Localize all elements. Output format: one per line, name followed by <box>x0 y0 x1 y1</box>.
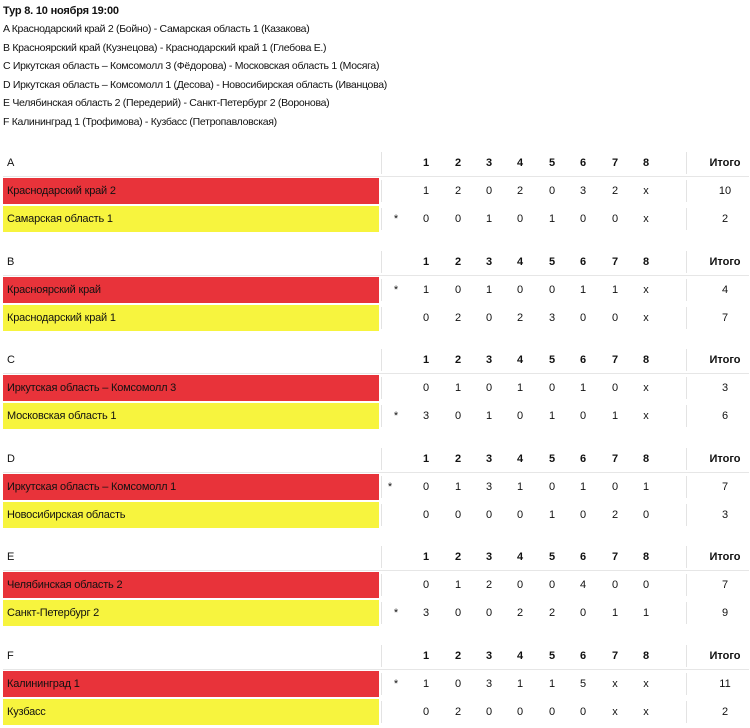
star-marker: * <box>393 678 399 690</box>
column-header: 7 <box>611 157 619 169</box>
total-cell: 2 <box>721 706 729 718</box>
score-cell: 0 <box>516 509 524 521</box>
score-cell: 2 <box>548 607 556 619</box>
score-cell: 0 <box>516 706 524 718</box>
score-cell: 0 <box>485 509 493 521</box>
score-cell: x <box>612 706 618 718</box>
score-cell: 1 <box>422 284 430 296</box>
column-divider <box>381 152 382 174</box>
column-header: 1 <box>422 650 430 662</box>
star-marker <box>389 375 403 401</box>
team-name: Челябинская область 2 <box>3 572 379 598</box>
pairing-line: C Иркутская область – Комсомолл 3 (Фёдорова) - Московская область 1 (Мосяга) <box>3 60 380 72</box>
score-cell: 2 <box>611 509 619 521</box>
score-cell: 0 <box>516 410 524 422</box>
score-cell: x <box>643 410 649 422</box>
column-divider <box>686 645 687 667</box>
match-label: A <box>7 157 15 169</box>
column-divider <box>381 448 382 470</box>
column-header: 6 <box>579 256 587 268</box>
column-divider <box>381 602 382 624</box>
column-header: 6 <box>579 453 587 465</box>
score-cell: 5 <box>579 678 587 690</box>
score-cell: x <box>643 284 649 296</box>
match-label: E <box>7 551 15 563</box>
column-header: 7 <box>611 650 619 662</box>
column-header: 2 <box>454 650 462 662</box>
score-cell: 0 <box>642 579 650 591</box>
score-cell: x <box>643 382 649 394</box>
star-marker: * <box>393 213 399 225</box>
score-cell: 3 <box>579 185 587 197</box>
column-divider <box>686 208 687 230</box>
match-table-f <box>3 643 749 727</box>
score-cell: 0 <box>579 509 587 521</box>
team-row <box>3 403 749 429</box>
match-label: C <box>7 354 15 366</box>
schedule-header <box>3 4 387 133</box>
column-header: 2 <box>454 453 462 465</box>
team-name: Краснодарский край 1 <box>3 305 379 331</box>
total-cell: 7 <box>721 481 729 493</box>
score-cell: 1 <box>548 213 556 225</box>
team-name: Иркутская область – Комсомолл 3 <box>3 375 379 401</box>
score-cell: 0 <box>422 213 430 225</box>
score-cell: 1 <box>579 481 587 493</box>
column-header: 1 <box>422 256 430 268</box>
team-name: Калининград 1 <box>3 671 379 697</box>
table-header-row <box>3 544 749 571</box>
score-cell: 1 <box>485 284 493 296</box>
match-label: D <box>7 453 15 465</box>
score-cell: 0 <box>579 607 587 619</box>
score-cell: 0 <box>579 213 587 225</box>
column-header: 3 <box>485 453 493 465</box>
team-name: Красноярский край <box>3 277 379 303</box>
team-name: Иркутская область – Комсомолл 1 <box>3 474 379 500</box>
score-cell: 0 <box>548 481 556 493</box>
column-header: 5 <box>548 256 556 268</box>
column-divider <box>686 251 687 273</box>
pairing-line: A Краснодарский край 2 (Бойно) - Самарская область 1 (Казакова) <box>3 23 310 35</box>
team-row <box>3 502 749 528</box>
score-cell: x <box>643 213 649 225</box>
column-header: 7 <box>611 256 619 268</box>
column-divider <box>381 701 382 723</box>
column-header: 4 <box>516 354 524 366</box>
total-cell: 4 <box>721 284 729 296</box>
column-header: 4 <box>516 453 524 465</box>
table-header-row <box>3 347 749 374</box>
match-table-b <box>3 249 749 333</box>
pairing-line: F Калининград 1 (Трофимова) - Кузбасс (Петропавловская) <box>3 115 277 128</box>
column-divider <box>686 349 687 371</box>
column-divider <box>686 307 687 329</box>
score-cell: 2 <box>454 312 462 324</box>
column-header: 8 <box>642 256 650 268</box>
score-cell: 1 <box>454 481 462 493</box>
score-cell: 4 <box>579 579 587 591</box>
column-header: 3 <box>485 354 493 366</box>
team-name: Краснодарский край 2 <box>3 178 379 204</box>
score-cell: 0 <box>454 410 462 422</box>
score-cell: 1 <box>611 607 619 619</box>
team-row <box>3 277 749 303</box>
score-cell: 0 <box>485 382 493 394</box>
score-cell: 2 <box>485 579 493 591</box>
column-divider <box>381 546 382 568</box>
column-header: 6 <box>579 157 587 169</box>
total-cell: 3 <box>721 382 729 394</box>
score-cell: 1 <box>485 410 493 422</box>
team-name: Санкт-Петербург 2 <box>3 600 379 626</box>
total-header: Итого <box>709 157 741 169</box>
match-label: B <box>7 256 15 268</box>
score-cell: 1 <box>611 284 619 296</box>
score-cell: 2 <box>454 706 462 718</box>
score-cell: 1 <box>548 410 556 422</box>
column-header: 2 <box>454 551 462 563</box>
score-cell: 0 <box>485 706 493 718</box>
score-cell: 0 <box>611 481 619 493</box>
score-cell: 3 <box>422 410 430 422</box>
match-table-d <box>3 446 749 530</box>
score-cell: 0 <box>548 284 556 296</box>
column-divider <box>381 377 382 399</box>
score-cell: 0 <box>454 213 462 225</box>
total-cell: 7 <box>721 312 729 324</box>
column-header: 1 <box>422 551 430 563</box>
score-cell: 0 <box>548 706 556 718</box>
score-cell: 1 <box>516 481 524 493</box>
score-cell: 0 <box>548 382 556 394</box>
column-divider <box>686 279 687 301</box>
column-divider <box>381 673 382 695</box>
score-cell: 0 <box>422 706 430 718</box>
table-header-row <box>3 446 749 473</box>
score-cell: 0 <box>422 481 430 493</box>
column-header: 8 <box>642 354 650 366</box>
score-cell: 1 <box>454 579 462 591</box>
column-header: 7 <box>611 354 619 366</box>
score-cell: 0 <box>454 509 462 521</box>
team-row <box>3 474 749 500</box>
table-header-row <box>3 150 749 177</box>
score-cell: 3 <box>548 312 556 324</box>
score-cell: 0 <box>454 678 462 690</box>
score-cell: 3 <box>422 607 430 619</box>
column-divider <box>686 574 687 596</box>
column-divider <box>381 307 382 329</box>
score-cell: 0 <box>516 579 524 591</box>
score-cell: 0 <box>611 312 619 324</box>
score-cell: 2 <box>611 185 619 197</box>
column-divider <box>686 504 687 526</box>
column-header: 3 <box>485 256 493 268</box>
score-cell: 0 <box>422 382 430 394</box>
star-marker <box>389 699 403 725</box>
match-table-c <box>3 347 749 431</box>
column-header: 8 <box>642 453 650 465</box>
score-cell: 0 <box>422 312 430 324</box>
column-divider <box>381 504 382 526</box>
score-cell: 0 <box>485 312 493 324</box>
column-divider <box>381 251 382 273</box>
column-header: 5 <box>548 650 556 662</box>
column-divider <box>686 602 687 624</box>
team-name: Самарская область 1 <box>3 206 379 232</box>
score-cell: 1 <box>422 678 430 690</box>
column-header: 7 <box>611 453 619 465</box>
column-divider <box>686 377 687 399</box>
column-header: 5 <box>548 157 556 169</box>
star-marker: * <box>393 284 399 296</box>
score-cell: 2 <box>516 607 524 619</box>
column-divider <box>381 476 382 498</box>
team-row <box>3 572 749 598</box>
score-cell: 0 <box>642 509 650 521</box>
column-divider <box>381 279 382 301</box>
total-cell: 7 <box>721 579 729 591</box>
column-header: 6 <box>579 551 587 563</box>
score-cell: 2 <box>454 185 462 197</box>
score-cell: x <box>612 678 618 690</box>
column-divider <box>381 180 382 202</box>
score-cell: 0 <box>579 312 587 324</box>
column-header: 4 <box>516 256 524 268</box>
pairing-line: E Челябинская область 2 (Передерий) - Санкт-Петербург 2 (Воронова) <box>3 97 330 109</box>
total-header: Итого <box>709 453 741 465</box>
match-label: F <box>7 650 14 662</box>
column-header: 3 <box>485 157 493 169</box>
total-header: Итого <box>709 256 741 268</box>
score-cell: 1 <box>611 410 619 422</box>
score-cell: 0 <box>454 607 462 619</box>
column-divider <box>686 546 687 568</box>
column-divider <box>686 476 687 498</box>
table-header-row <box>3 249 749 276</box>
column-divider <box>686 448 687 470</box>
match-table-a <box>3 150 749 234</box>
column-divider <box>686 180 687 202</box>
star-marker: * <box>387 481 393 493</box>
column-header: 1 <box>422 354 430 366</box>
score-cell: 0 <box>485 607 493 619</box>
team-row <box>3 600 749 626</box>
team-name: Московская область 1 <box>3 403 379 429</box>
score-cell: 0 <box>611 579 619 591</box>
score-cell: 1 <box>642 607 650 619</box>
total-cell: 9 <box>721 607 729 619</box>
score-cell: 0 <box>454 284 462 296</box>
score-cell: 0 <box>422 579 430 591</box>
star-marker <box>383 502 397 528</box>
score-cell: 1 <box>579 284 587 296</box>
score-cell: 0 <box>485 185 493 197</box>
star-marker <box>389 572 403 598</box>
column-divider <box>381 349 382 371</box>
column-divider <box>686 673 687 695</box>
column-divider <box>381 645 382 667</box>
column-header: 1 <box>422 453 430 465</box>
table-header-row <box>3 643 749 670</box>
total-cell: 6 <box>721 410 729 422</box>
column-header: 3 <box>485 551 493 563</box>
score-cell: 1 <box>516 678 524 690</box>
column-divider <box>381 208 382 230</box>
score-cell: 1 <box>516 382 524 394</box>
score-cell: x <box>643 706 649 718</box>
team-row <box>3 305 749 331</box>
total-cell: 3 <box>721 509 729 521</box>
column-header: 4 <box>516 157 524 169</box>
total-header: Итого <box>709 650 741 662</box>
column-header: 6 <box>579 354 587 366</box>
column-header: 2 <box>454 354 462 366</box>
column-divider <box>686 405 687 427</box>
column-divider <box>686 701 687 723</box>
score-cell: 1 <box>548 509 556 521</box>
round-title: Тур 8. 10 ноября 19:00 <box>3 5 119 17</box>
column-header: 5 <box>548 551 556 563</box>
star-marker: * <box>393 607 399 619</box>
pairing-line: B Красноярский край (Кузнецова) - Краснодарский край 1 (Глебова Е.) <box>3 41 327 54</box>
score-cell: 0 <box>422 509 430 521</box>
score-cell: 3 <box>485 481 493 493</box>
column-header: 2 <box>454 157 462 169</box>
team-row <box>3 206 749 232</box>
column-header: 3 <box>485 650 493 662</box>
column-header: 8 <box>642 650 650 662</box>
score-cell: 0 <box>579 706 587 718</box>
team-name: Новосибирская область <box>3 502 379 528</box>
column-header: 5 <box>548 354 556 366</box>
total-header: Итого <box>709 551 741 563</box>
score-cell: 1 <box>579 382 587 394</box>
column-header: 4 <box>516 551 524 563</box>
team-row <box>3 699 749 725</box>
column-header: 2 <box>454 256 462 268</box>
score-cell: 2 <box>516 312 524 324</box>
total-cell: 10 <box>718 185 732 197</box>
total-cell: 2 <box>721 213 729 225</box>
column-divider <box>381 574 382 596</box>
score-cell: 0 <box>516 213 524 225</box>
score-cell: x <box>643 185 649 197</box>
column-header: 4 <box>516 650 524 662</box>
star-marker <box>389 305 403 331</box>
score-cell: x <box>643 312 649 324</box>
star-marker: * <box>393 410 399 422</box>
score-cell: 0 <box>611 382 619 394</box>
column-header: 1 <box>422 157 430 169</box>
score-cell: 0 <box>516 284 524 296</box>
total-header: Итого <box>709 354 741 366</box>
score-cell: x <box>643 678 649 690</box>
score-cell: 0 <box>548 185 556 197</box>
team-name: Кузбасс <box>3 699 379 725</box>
column-header: 6 <box>579 650 587 662</box>
score-cell: 2 <box>516 185 524 197</box>
score-cell: 1 <box>485 213 493 225</box>
match-table-e <box>3 544 749 628</box>
score-cell: 1 <box>422 185 430 197</box>
column-header: 8 <box>642 157 650 169</box>
score-cell: 0 <box>548 579 556 591</box>
star-marker <box>389 178 403 204</box>
score-cell: 0 <box>579 410 587 422</box>
total-cell: 11 <box>719 678 731 690</box>
score-cell: 1 <box>642 481 650 493</box>
pairing-line: D Иркутская область – Комсомолл 1 (Десова) - Новосибирская область (Иванцова) <box>3 78 387 91</box>
score-cell: 1 <box>454 382 462 394</box>
column-header: 7 <box>611 551 619 563</box>
column-divider <box>686 152 687 174</box>
score-cell: 1 <box>548 678 556 690</box>
team-row <box>3 671 749 697</box>
team-row <box>3 375 749 401</box>
team-row <box>3 178 749 204</box>
score-cell: 0 <box>611 213 619 225</box>
column-divider <box>381 405 382 427</box>
column-header: 8 <box>642 551 650 563</box>
score-cell: 3 <box>485 678 493 690</box>
column-header: 5 <box>548 453 556 465</box>
